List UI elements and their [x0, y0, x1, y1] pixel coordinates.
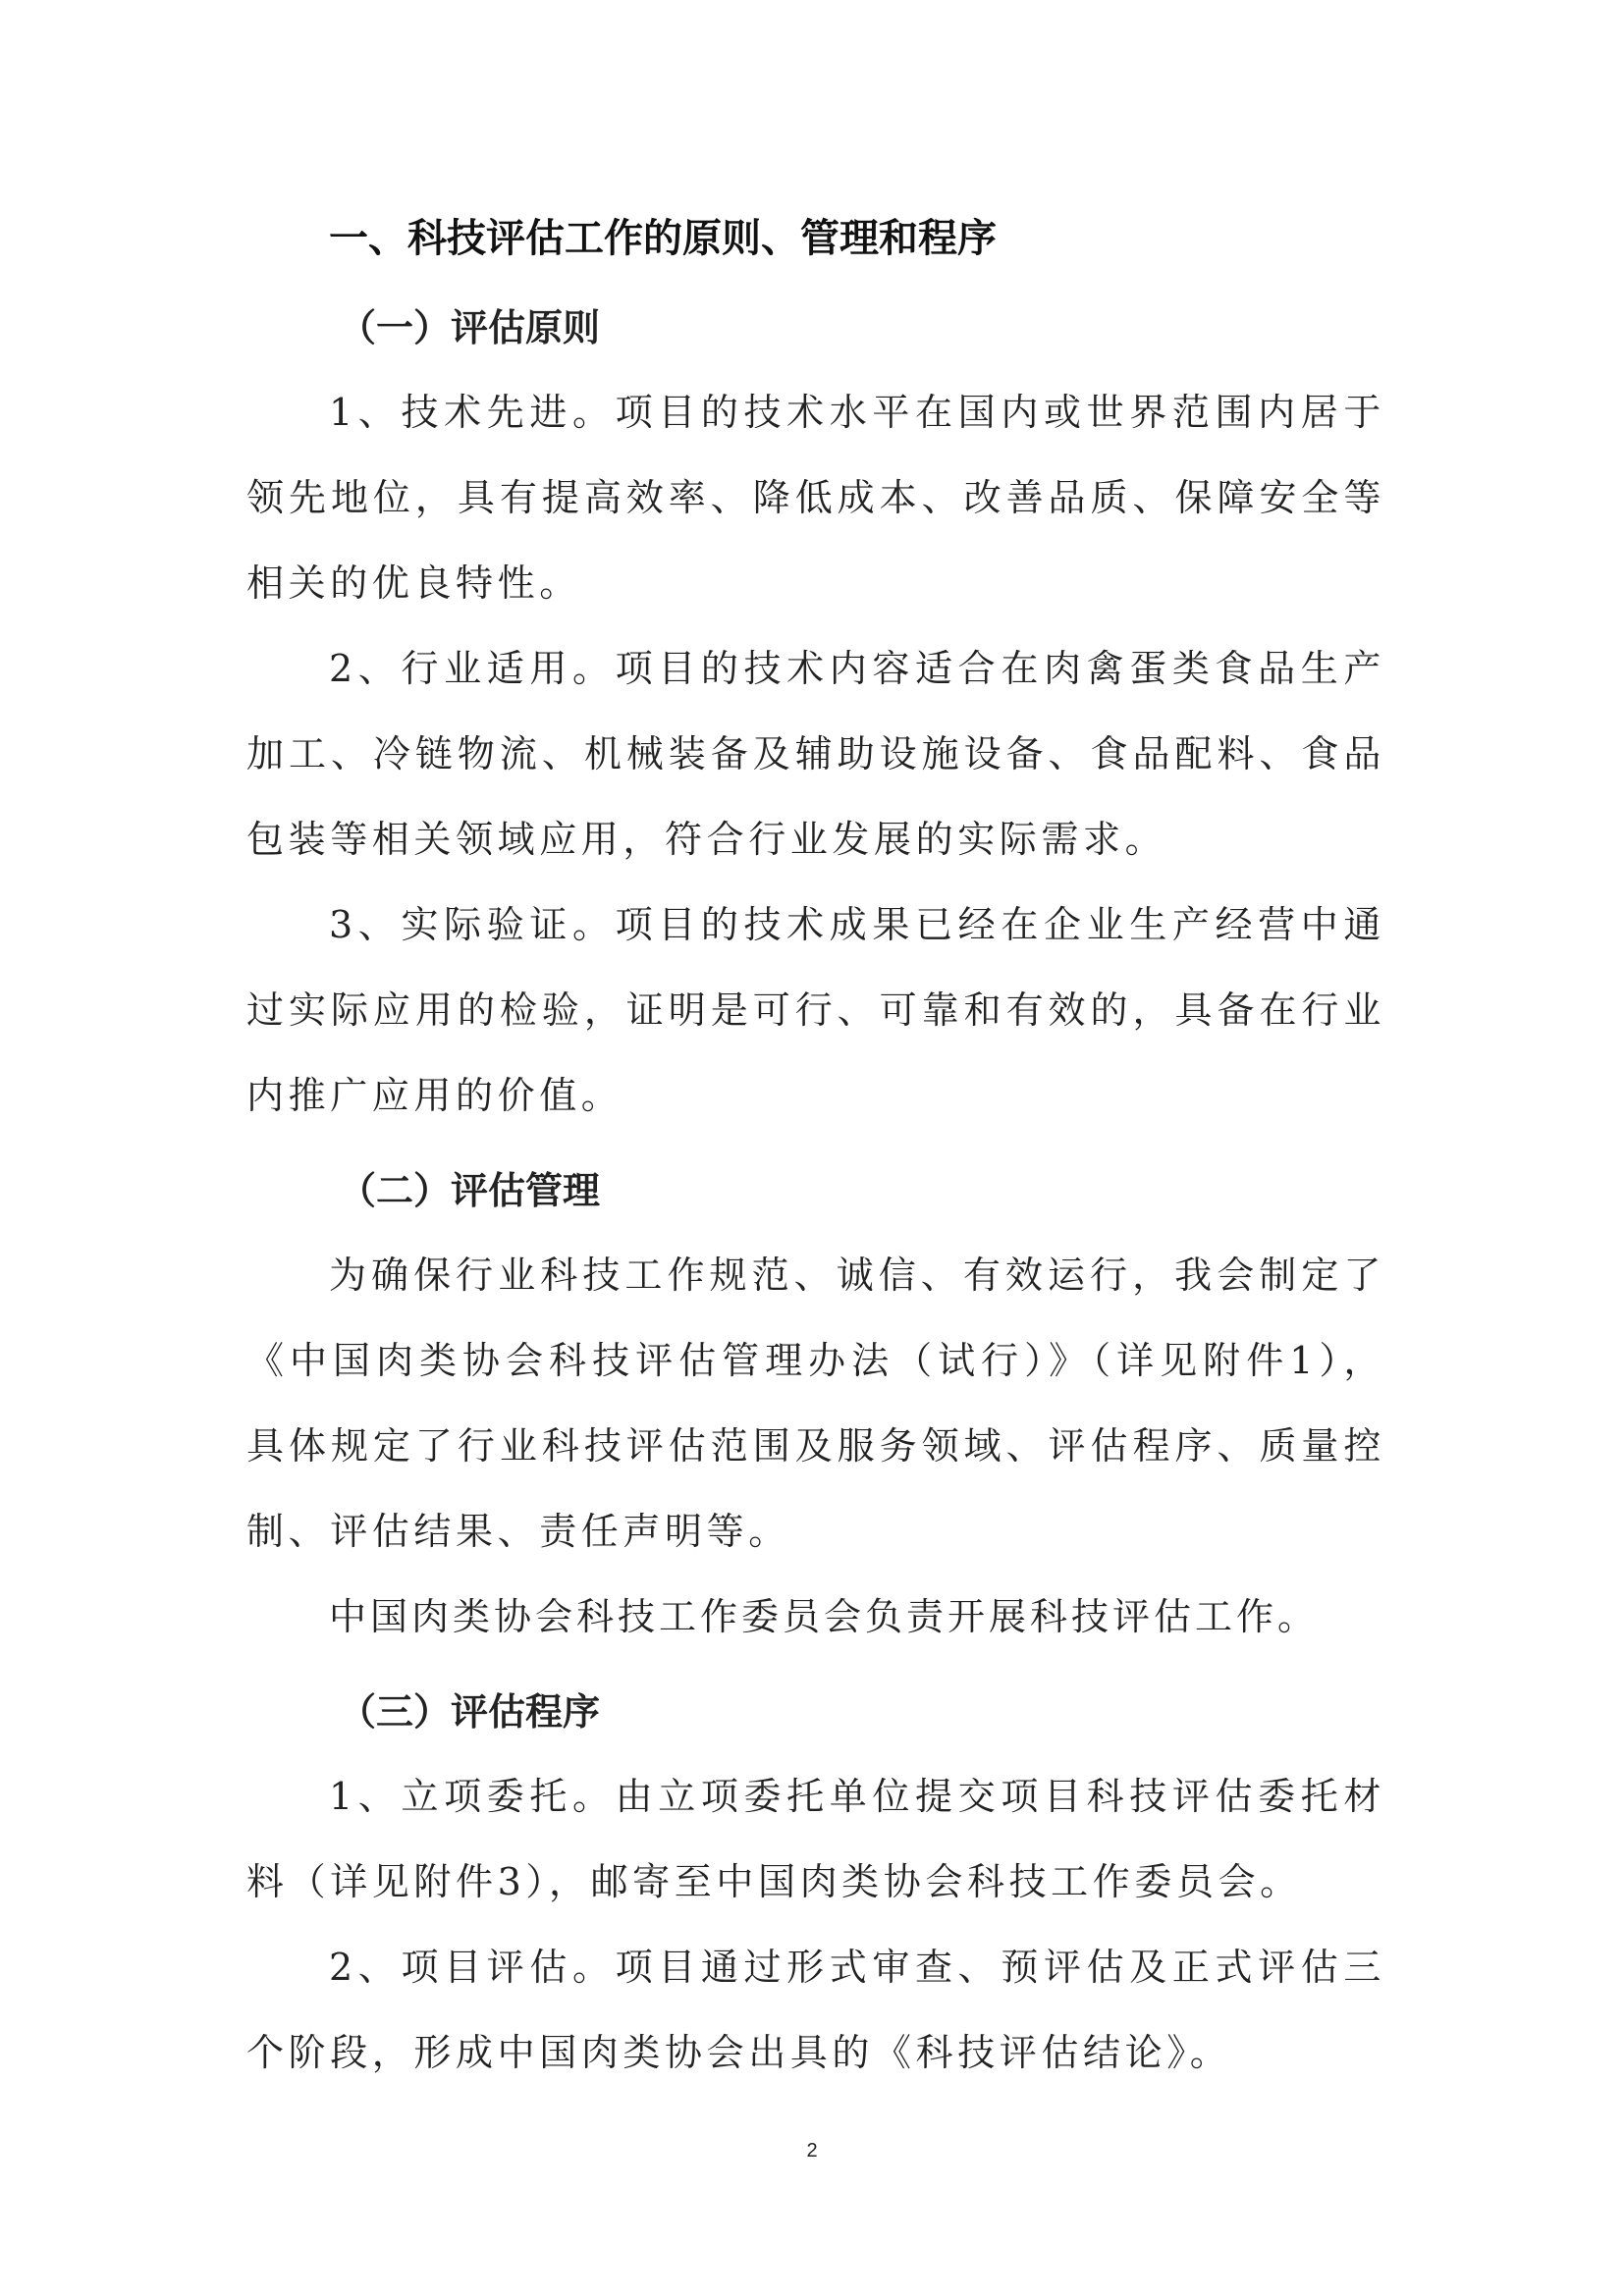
paragraph-committee-responsibility: 中国肉类协会科技工作委员会负责开展科技评估工作。 [329, 1595, 1320, 1638]
subsection-title-procedure: （三）评估程序 [339, 1689, 601, 1734]
subsection-title-management: （二）评估管理 [339, 1168, 601, 1212]
paragraph-practical-verification: 3、实际验证。项目的技术成果已经在企业生产经营中通过实际应用的检验，证明是可行、可靠和有效的，具备在行业内推广应用的价值。 [246, 903, 1385, 1117]
paragraph-management-measures: 为确保行业科技工作规范、诚信、有效运行，我会制定了《中国肉类协会科技评估管理办法（试行）》（详见附件1），具体规定了行业科技评估范围及服务领域、评估程序、质量控制、评估结果、责任声明等。 [246, 1254, 1385, 1553]
section-heading: 一、科技评估工作的原则、管理和程序 [329, 216, 997, 261]
subsection-title-principles: （一）评估原则 [339, 305, 601, 349]
document-body [246, 201, 1385, 2096]
page-number: 2 [806, 2140, 818, 2162]
paragraph-technology-advanced: 1、技术先进。项目的技术水平在国内或世界范围内居于领先地位，具有提高效率、降低成本、改善品质、保障安全等相关的优良特性。 [246, 391, 1385, 605]
paragraph-project-commission: 1、立项委托。由立项委托单位提交项目科技评估委托材料（详见附件3），邮寄至中国肉类协会科技工作委员会。 [246, 1775, 1385, 1903]
paragraph-project-evaluation: 2、项目评估。项目通过形式审查、预评估及正式评估三个阶段，形成中国肉类协会出具的《科技评估结论》。 [246, 1946, 1385, 2074]
paragraph-industry-applicable: 2、行业适用。项目的技术内容适合在肉禽蛋类食品生产加工、冷链物流、机械装备及辅助设施设备、食品配料、食品包装等相关领域应用，符合行业发展的实际需求。 [246, 647, 1385, 861]
